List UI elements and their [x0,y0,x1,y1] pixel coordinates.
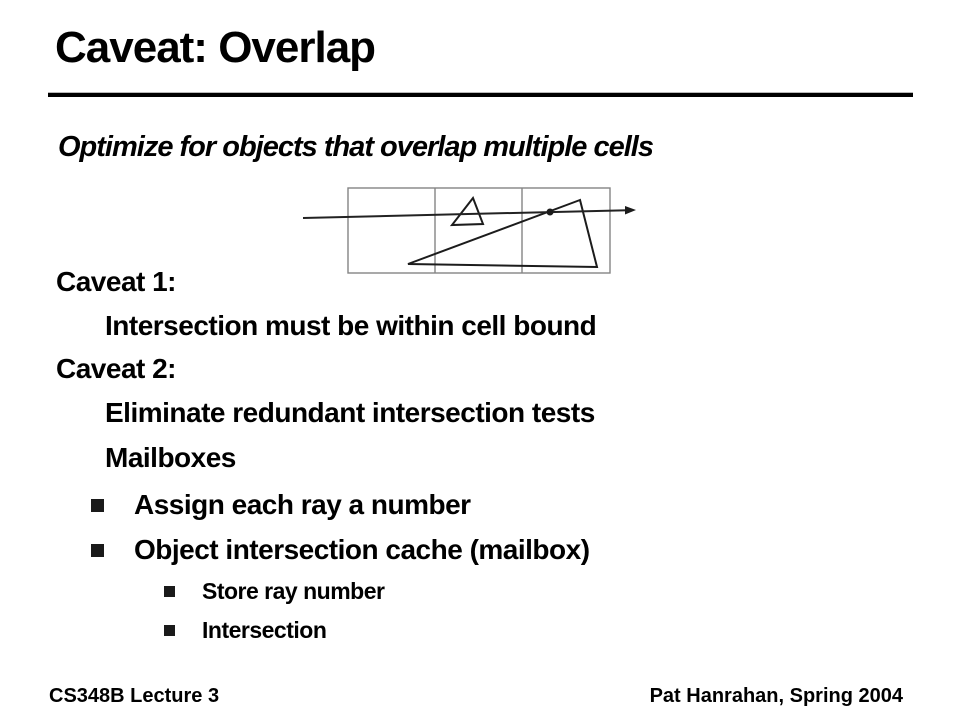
ray-line [303,210,628,218]
small-triangle [452,198,483,225]
slide-subtitle: Optimize for objects that overlap multiple cells [58,131,653,163]
bullet-item [91,535,590,565]
slide-title: Caveat: Overlap [55,23,376,72]
bullet-text: Object intersection cache (mailbox) [134,534,590,565]
caveat2-label: Caveat 2: [56,353,177,384]
grid-outline [348,188,610,273]
caveat1-label: Caveat 1: [56,266,177,297]
sub-bullet-item [164,578,384,604]
sub-bullet-text: Store ray number [202,578,385,604]
intersection-dot-icon [547,209,554,216]
footer-author-label: Pat Hanrahan, Spring 2004 [649,685,903,707]
bullet-item [91,490,471,520]
ray-arrowhead-icon [625,206,636,215]
square-bullet-icon [164,586,175,597]
title-divider [48,93,913,97]
footer-course-label: CS348B Lecture 3 [49,685,220,707]
caveat2-text: Eliminate redundant intersection tests [105,397,595,428]
square-bullet-icon [91,499,104,512]
caveat1-text: Intersection must be within cell bound [105,310,597,341]
bullet-text: Assign each ray a number [134,489,471,520]
square-bullet-icon [91,544,104,557]
sub-bullet-text: Intersection [202,617,327,643]
sub-bullet-item [164,617,326,643]
large-triangle [408,200,597,267]
square-bullet-icon [164,625,175,636]
mailboxes-label: Mailboxes [105,442,236,473]
grid-overlap-diagram [300,185,640,280]
